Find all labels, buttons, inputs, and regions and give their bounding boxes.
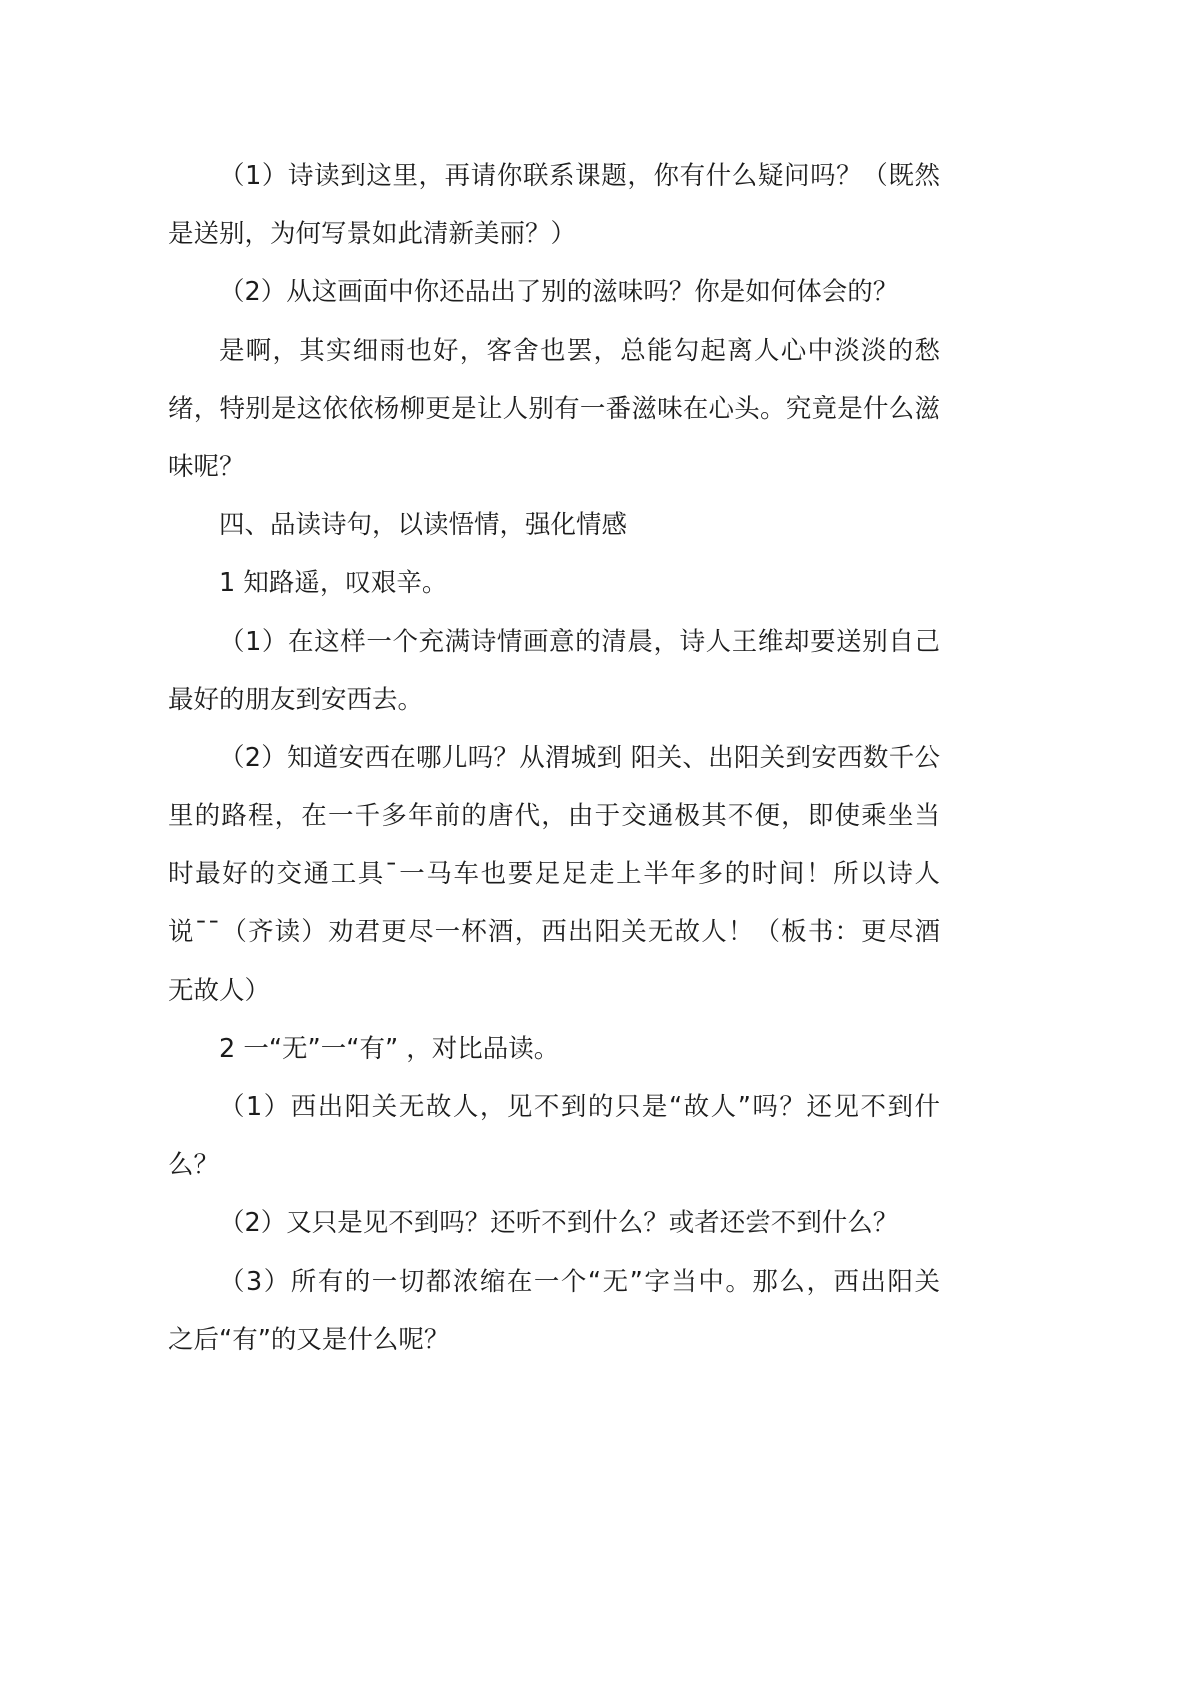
subsection-heading: [168, 554, 940, 612]
text-line: 里的路程，在一千多年前的唐代，由于交通极其不便，即使乘坐当: [168, 801, 940, 832]
question-paragraph: [168, 263, 940, 321]
question-paragraph: [168, 147, 940, 263]
text-line: 1 知路遥，叹艰辛。: [219, 568, 448, 599]
text-line: 是啊，其实细雨也好，客舍也罢，总能勾起离人心中淡淡的愁: [219, 335, 940, 366]
document-body: [168, 147, 940, 1369]
text-line: （1）诗读到这里，再请你联系课题，你有什么疑问吗？（既然: [219, 161, 940, 191]
question-paragraph: [168, 1078, 940, 1194]
text-line: 味呢？: [168, 451, 245, 482]
text-line: 之后“有”的又是什么呢？: [168, 1324, 450, 1355]
text-line: 四、品读诗句，以读悟情，强化情感: [219, 510, 628, 541]
text-line: （3）所有的一切都浓缩在一个“无”字当中。那么，西出阳关: [219, 1266, 940, 1297]
text-line: 绪，特别是这依依杨柳更是让人别有一番滋味在心头。究竟是什么滋: [168, 393, 940, 424]
text-line: （1）西出阳关无故人，见不到的只是“故人”吗？还见不到什: [219, 1092, 940, 1122]
subsection-heading: [168, 1020, 940, 1078]
text-line: 2 一“无”一“有” ，对比品读。: [219, 1033, 560, 1064]
body-paragraph: [168, 613, 940, 729]
text-line: 时最好的交通工具¯一马车也要足足走上半年多的时间！所以诗人: [168, 859, 940, 890]
body-paragraph: [168, 729, 940, 1020]
question-paragraph: [168, 1253, 940, 1369]
text-line: （1）在这样一个充满诗情画意的清晨，诗人王维却要送别自己: [219, 626, 940, 657]
question-paragraph: [168, 1194, 940, 1252]
text-line: 是送别，为何写景如此清新美丽？）: [168, 219, 577, 250]
text-line: 无故人）: [168, 975, 271, 1006]
body-paragraph: [168, 322, 940, 497]
text-line: （2）又只是见不到吗？还听不到什么？或者还尝不到什么？: [219, 1208, 899, 1239]
text-line: 最好的朋友到安西去。: [168, 684, 424, 715]
text-line: 么？: [168, 1150, 220, 1181]
text-line: （2）知道安西在哪儿吗？从渭城到 阳关、出阳关到安西数千公: [219, 742, 940, 773]
text-line: （2）从这画面中你还品出了别的滋味吗？你是如何体会的？: [219, 277, 899, 308]
section-heading: [168, 496, 940, 554]
text-line: 说¯¯（齐读）劝君更尽一杯酒，西出阳关无故人！（板书：更尽酒: [168, 917, 940, 948]
